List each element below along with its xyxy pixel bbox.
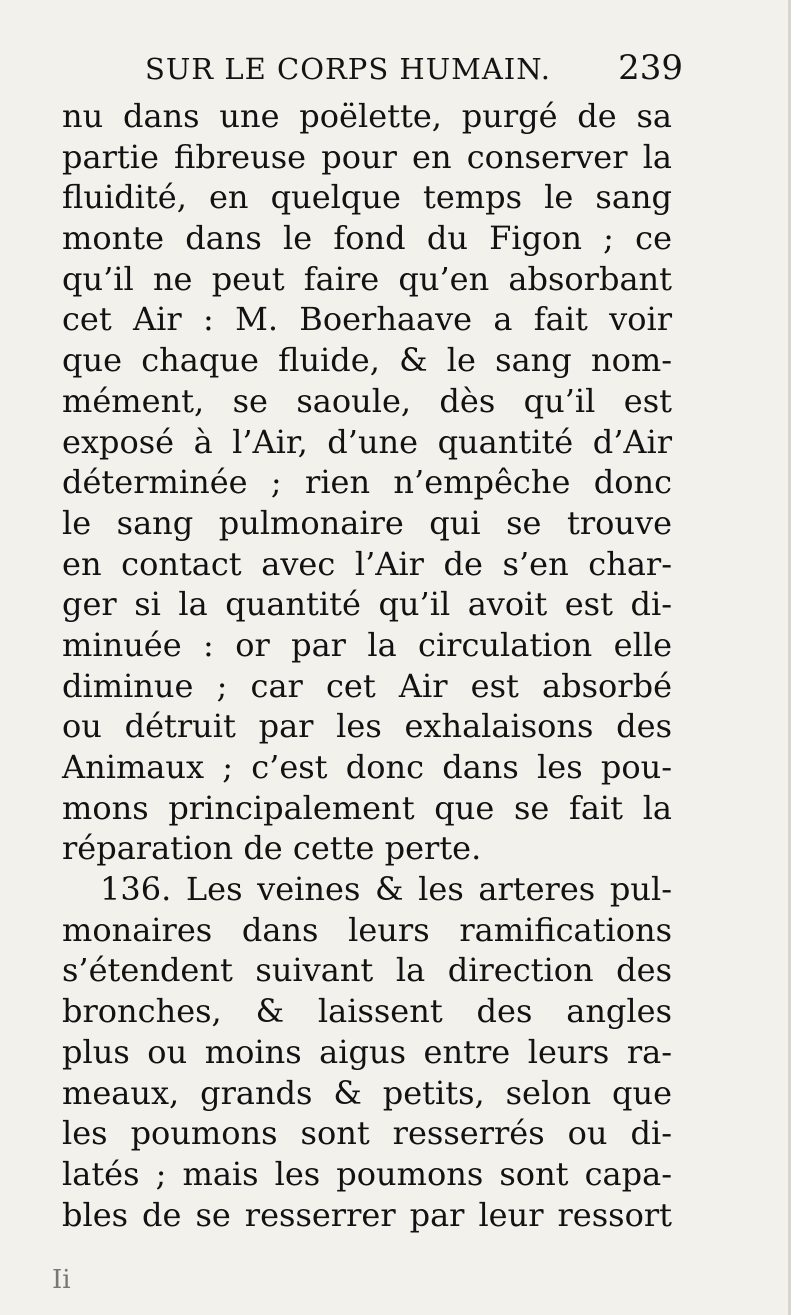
text-line: meaux, grands & petits, selon que: [62, 1073, 672, 1112]
text-line: partie fibreuse pour en conserver la: [62, 137, 672, 176]
text-line: exposé à l’Air, d’une quantité d’Air: [62, 422, 672, 461]
text-line: latés ; mais les poumons sont capa-: [62, 1154, 672, 1193]
text-line: plus ou moins aigus entre leurs ra-: [62, 1032, 672, 1071]
running-head: SUR LE CORPS HUMAIN.: [145, 52, 551, 86]
text-line: cet Air : M. Boerhaave a fait voir: [62, 300, 672, 339]
text-line: ou détruit par les exhalaisons des: [62, 707, 672, 746]
text-line: que chaque fluide, & le sang nom-: [62, 341, 672, 380]
page-number: 239: [618, 48, 683, 88]
text-line: qu’il ne peut faire qu’en absorbant: [62, 259, 672, 298]
page-header: [145, 48, 685, 98]
body-text: [62, 96, 672, 1235]
text-line: fluidité, en quelque temps le sang: [62, 178, 672, 217]
signature-mark: Ii: [52, 1265, 71, 1295]
text-line: monaires dans leurs ramifications: [62, 910, 672, 949]
text-line: diminue ; car cet Air est absorbé: [62, 666, 672, 705]
text-line: mément, se saoule, dès qu’il est: [62, 381, 672, 420]
text-line: monte dans le fond du Figon ; ce: [62, 219, 672, 258]
text-line: mons principalement que se fait la: [62, 788, 672, 827]
text-line: s’étendent suivant la direction des: [62, 951, 672, 990]
text-line: bronches, & laissent des angles: [62, 992, 672, 1031]
text-line: minuée : or par la circulation elle: [62, 625, 672, 664]
text-line: le sang pulmonaire qui se trouve: [62, 503, 672, 542]
text-line: bles de se resserrer par leur ressort: [62, 1195, 672, 1234]
text-line: les poumons sont resserrés ou di-: [62, 1114, 672, 1153]
text-line: Animaux ; c’est donc dans les pou-: [62, 748, 672, 786]
text-line: nu dans une poëlette, purgé de sa: [62, 97, 672, 135]
paragraph-start-line: 136. Les veines & les arteres pul-: [100, 870, 672, 909]
text-line: déterminée ; rien n’empêche donc: [62, 463, 672, 502]
text-line: réparation de cette perte.: [62, 829, 482, 868]
text-line: en contact avec l’Air de s’en char-: [62, 544, 672, 583]
text-line: ger si la quantité qu’il avoit est di-: [62, 585, 672, 624]
